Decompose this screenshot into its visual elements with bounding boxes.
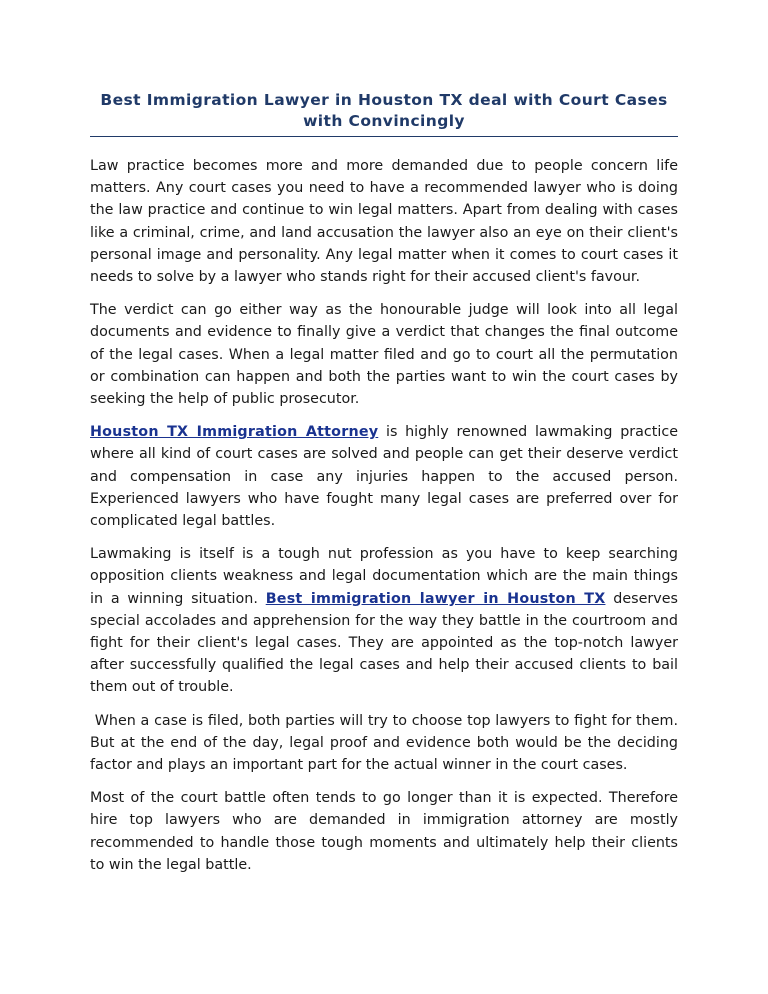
paragraph-6: Most of the court battle often tends to go longer than it is expected. Therefore hire top lawyers who are demanded in immigration attorney are mostly recommended to handle those tough moments and ultimately help their clients to win the legal battle. xyxy=(90,790,678,873)
paragraph-1: Law practice becomes more and more demanded due to people concern life matters. Any court cases you need to have a recommended lawyer who is doing the law practice and continue to win legal matters. Apart from dealing with cases like a criminal, crime, and land accusation the lawyer also an eye on their client's personal image and personality. Any legal matter when it comes to court cases it needs to solve by a lawyer who stands right for their accused client's favour. xyxy=(90,158,678,286)
title-underline-rule xyxy=(90,136,678,137)
paragraph-3 xyxy=(90,421,678,532)
paragraph-4-text-after: deserves special accolades and apprehension for the way they battle in the courtroom and fight for their client's legal cases. They are appointed as the top-notch lawyer after successfully qualified the legal cases and help their accused clients to bail them out of trouble. xyxy=(90,590,678,696)
document-body xyxy=(90,155,678,876)
best-immigration-lawyer-link[interactable]: Best immigration lawyer in Houston TX xyxy=(265,590,606,607)
document-title: Best Immigration Lawyer in Houston TX deal with Court Cases with Convincingly xyxy=(100,91,668,130)
paragraph-3-text: is highly renowned lawmaking practice where all kind of court cases are solved and people can get their deserve verdict and compensation in case any injuries happen to the accused person. Experienced lawyers who have fought many legal cases are preferred over for complicated legal battles. xyxy=(90,424,678,530)
paragraph-2: The verdict can go either way as the honourable judge will look into all legal documents and evidence to finally give a verdict that changes the final outcome of the legal cases. When a legal matter filed and go to court all the permutation or combination can happen and both the parties want to win the court cases by seeking the help of public prosecutor. xyxy=(90,302,678,408)
document-page xyxy=(90,90,678,887)
paragraph-4-text-before: Lawmaking is itself is a tough nut profession as you have to keep searching opposition clients weakness and legal documentation which are the main things in a winning situation. xyxy=(90,546,678,607)
paragraph-5: When a case is filed, both parties will try to choose top lawyers to fight for them. But at the end of the day, legal proof and evidence both would be the deciding factor and plays an important part for the actual winner in the court cases. xyxy=(90,712,678,774)
houston-immigration-attorney-link[interactable]: Houston TX Immigration Attorney xyxy=(90,424,379,441)
paragraph-4 xyxy=(90,543,678,698)
